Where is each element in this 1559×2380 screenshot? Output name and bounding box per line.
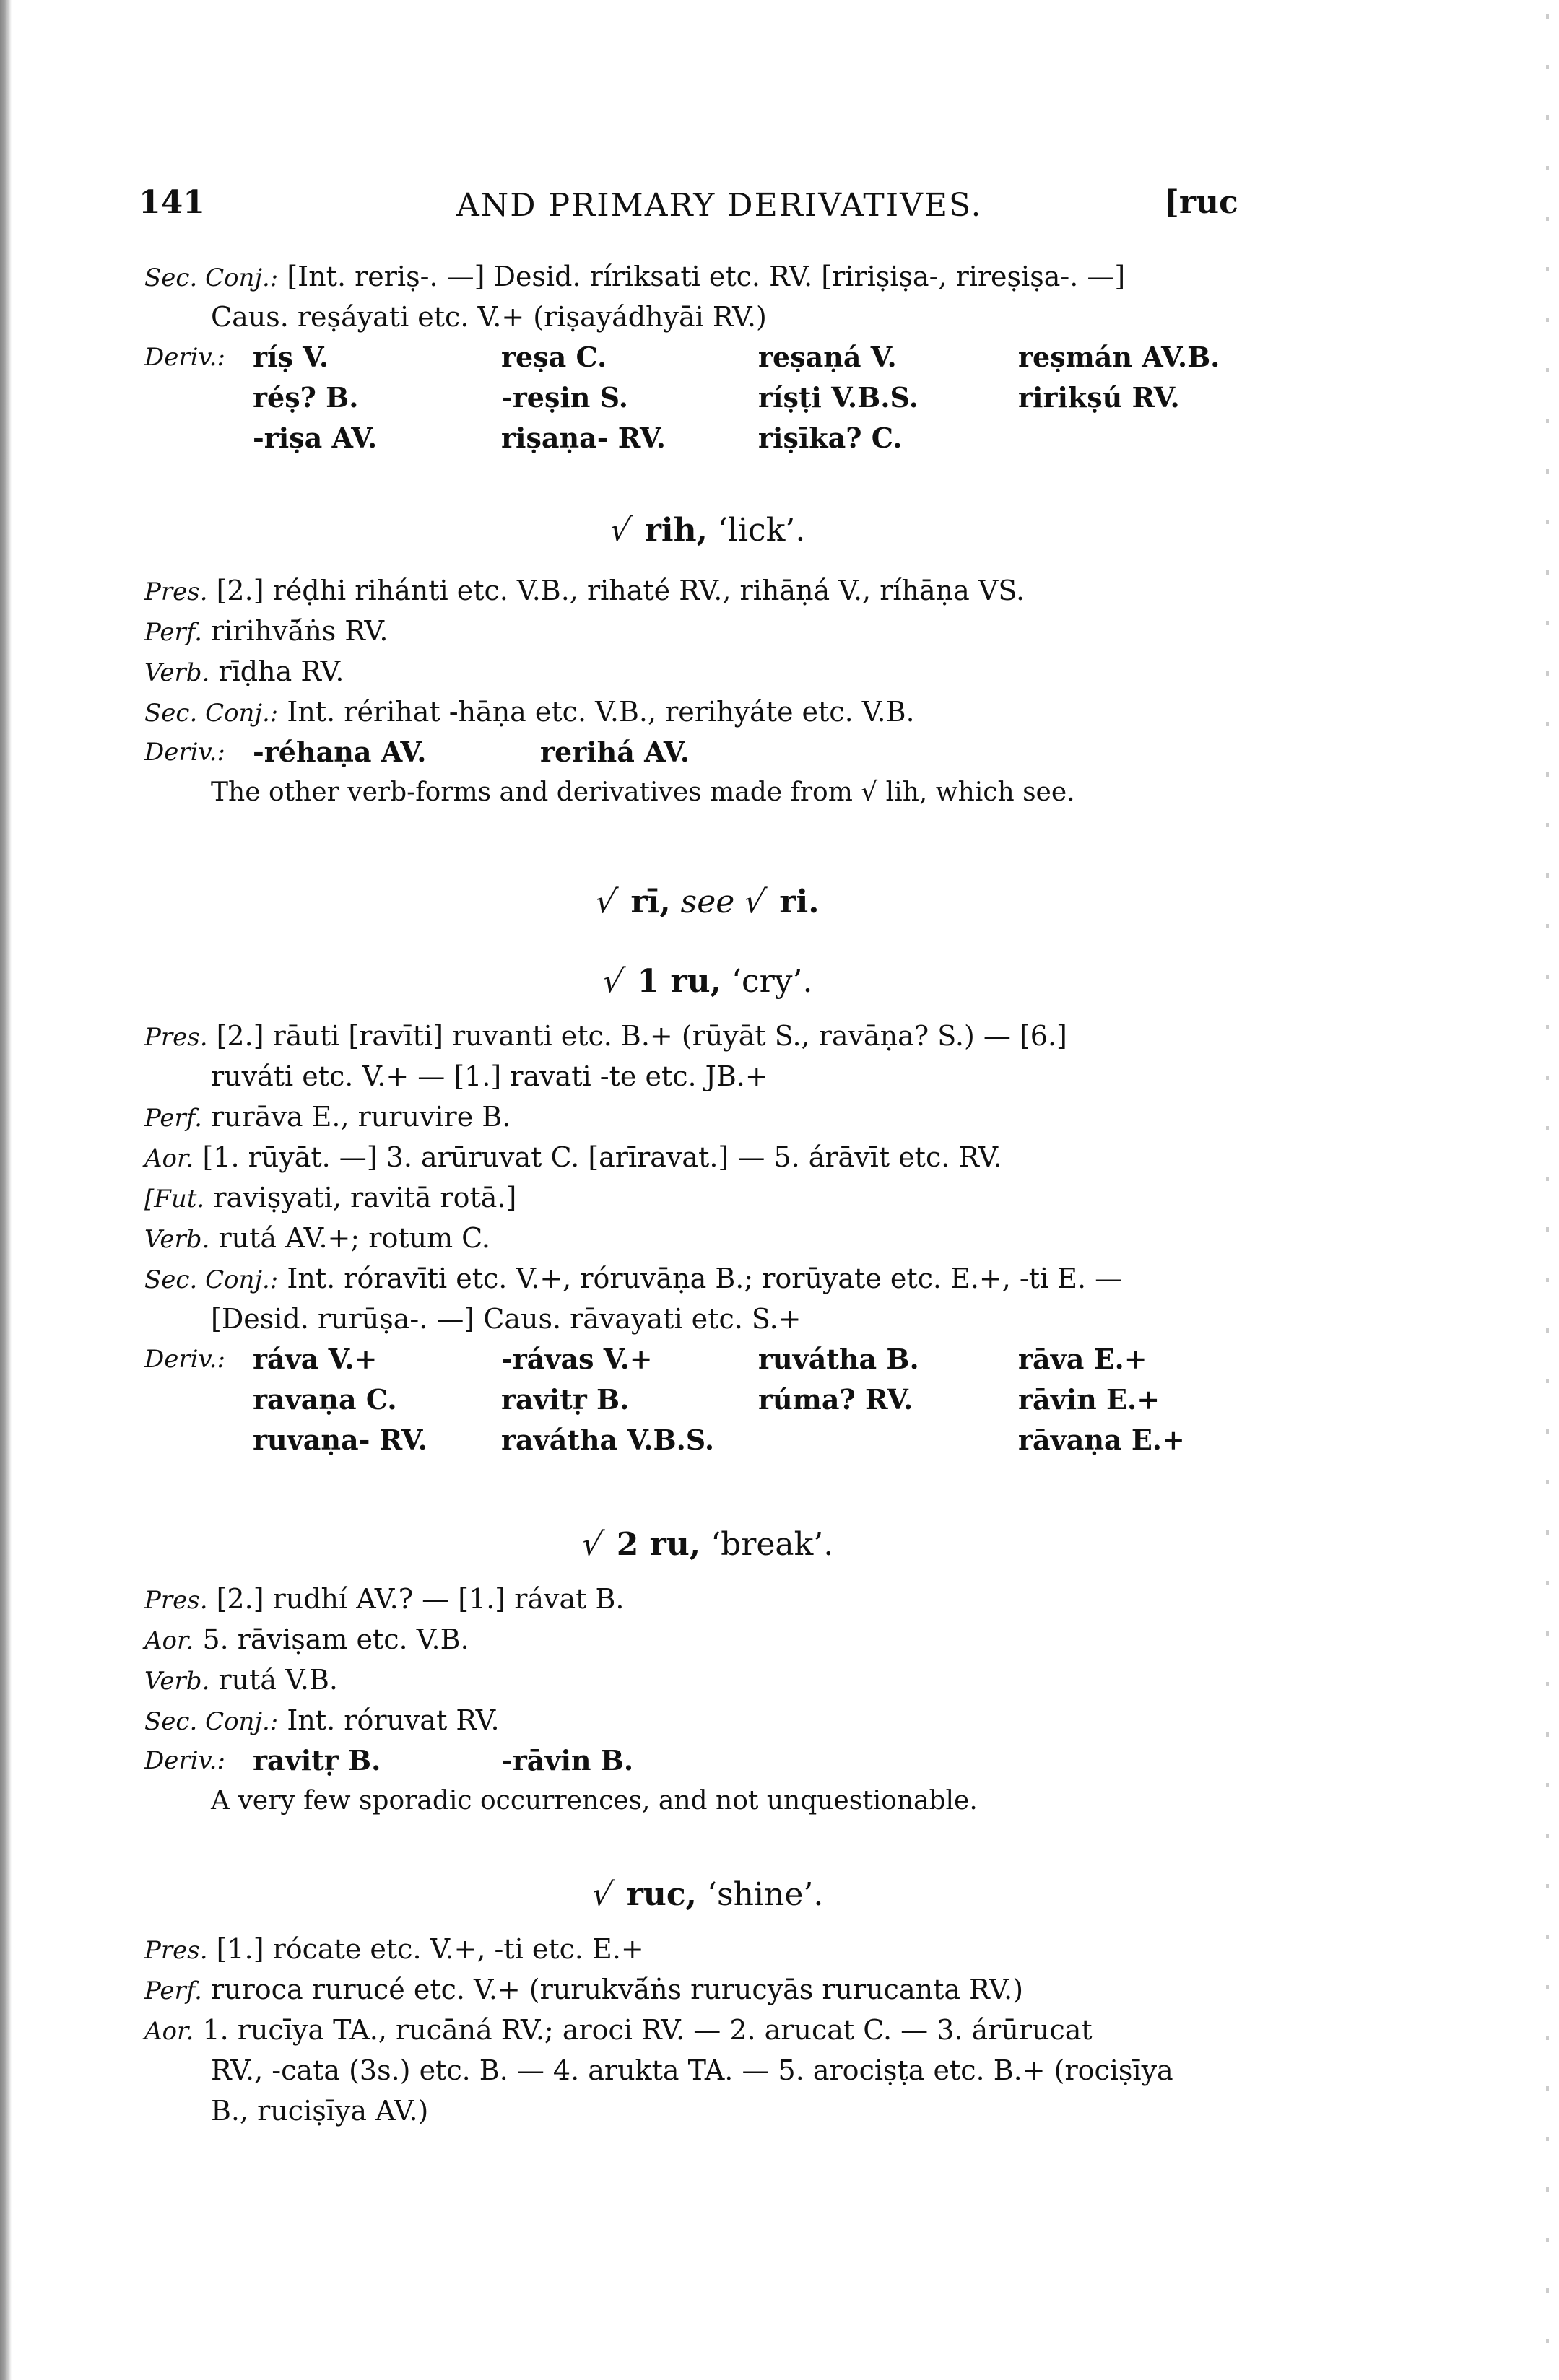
entry-label: Perf. xyxy=(144,1104,202,1133)
deriv-row xyxy=(144,1379,1271,1420)
entry-line xyxy=(144,1258,1271,1299)
entry-text: [2.] réḍhi rihánti etc. V.B., rihaté RV., rihāṇá V., ríhāṇa VS. xyxy=(216,575,1025,606)
deriv-item: rúma? RV. xyxy=(758,1383,913,1416)
root-heading xyxy=(144,505,1271,556)
deriv-item: reṣa C. xyxy=(501,341,607,373)
entry-line xyxy=(144,1016,1271,1056)
root-heading xyxy=(144,877,1271,928)
entry-label: Aor. xyxy=(144,1144,194,1173)
entry-text: 1. rucīya TA., rucāná RV.; aroci RV. — 2. arucat C. — 3. árūrucat xyxy=(202,2014,1093,2046)
entry-label: Sec. Conj.: xyxy=(144,699,279,728)
entry-line xyxy=(144,651,1271,692)
deriv-row xyxy=(144,418,1271,458)
deriv-item: rāvaṇa E.+ xyxy=(1018,1424,1185,1456)
entry-line xyxy=(144,2091,1271,2131)
entry-text: rurāva E., ruruvire B. xyxy=(211,1101,511,1133)
deriv-item: -réhaṇa AV. xyxy=(253,736,427,768)
deriv-label: Deriv.: xyxy=(144,1345,225,1374)
entry-label: Sec. Conj.: xyxy=(144,1707,279,1736)
root-gloss: ‘cry’. xyxy=(731,963,813,1000)
root-heading xyxy=(144,1520,1271,1570)
section-note xyxy=(144,1781,1271,1821)
see-word: see xyxy=(680,884,735,920)
root-heading xyxy=(144,956,1271,1007)
deriv-item: -reṣin S. xyxy=(501,381,628,414)
entry-label: Sec. Conj.: xyxy=(144,1265,279,1294)
entry-text: Int. rérihat -hāṇa etc. V.B., rerihyáte etc. V.B. xyxy=(287,696,915,728)
deriv-item: ririkṣú RV. xyxy=(1018,381,1180,414)
entry-text: [Desid. rurūṣa-. —] Caus. rāvayati etc. S.+ xyxy=(211,1303,802,1335)
deriv-item: ruvaṇa- RV. xyxy=(253,1424,427,1456)
deriv-row xyxy=(144,1420,1271,1460)
entry-text: Caus. reṣáyati etc. V.+ (riṣayádhyāi RV.) xyxy=(211,301,767,333)
entry-line xyxy=(144,570,1271,611)
entry-text: ririhvā́ṅs RV. xyxy=(211,615,388,647)
deriv-item: ravitṛ B. xyxy=(253,1744,381,1777)
entry-line xyxy=(144,692,1271,732)
entry-label: Verb. xyxy=(144,658,210,687)
entry-label: [Fut. xyxy=(144,1185,205,1213)
radical-sign: √ xyxy=(589,1876,616,1913)
deriv-row xyxy=(144,1339,1271,1379)
deriv-row xyxy=(144,337,1271,378)
entry-line xyxy=(144,1097,1271,1137)
entry-text: B., ruciṣīya AV.) xyxy=(211,2095,429,2127)
entry-line xyxy=(144,611,1271,651)
deriv-item: ravitṛ B. xyxy=(501,1383,630,1416)
root-word: 1 ru, xyxy=(637,963,721,1000)
entry-text: ruroca rurucé etc. V.+ (rurukvā́ṅs rurucyās rurucanta RV.) xyxy=(211,1974,1024,2005)
entry-text: Int. róravīti etc. V.+, róruvāṇa B.; rorūyate etc. E.+, -ti E. — xyxy=(287,1263,1123,1294)
entry-label: Perf. xyxy=(144,1976,202,2005)
root-gloss: ‘lick’. xyxy=(717,512,806,549)
radical-sign: √ xyxy=(741,884,768,920)
note-text: A very few sporadic occurrences, and not unquestionable. xyxy=(211,1786,978,1815)
entry-text: ruváti etc. V.+ — [1.] ravati -te etc. JB.+ xyxy=(211,1060,768,1092)
deriv-item: ríṣṭi V.B.S. xyxy=(758,381,919,414)
entry-text: [1.] rócate etc. V.+, -ti etc. E.+ xyxy=(216,1933,644,1965)
deriv-item: reṣmán AV.B. xyxy=(1018,341,1220,373)
deriv-item: ríṣ V. xyxy=(253,341,329,373)
entry-text: raviṣyati, ravitā rotā.] xyxy=(213,1182,517,1213)
deriv-item: -rávas V.+ xyxy=(501,1343,653,1375)
root-word: rih, xyxy=(644,512,708,549)
entry-line xyxy=(144,1579,1271,1619)
root-word: ruc, xyxy=(626,1876,697,1913)
deriv-row xyxy=(144,378,1271,418)
entry-label: Aor. xyxy=(144,1626,194,1655)
deriv-item: ravaṇa C. xyxy=(253,1383,397,1416)
root-gloss: ‘shine’. xyxy=(707,1876,824,1913)
radical-sign: √ xyxy=(607,512,634,549)
page-header xyxy=(139,184,1265,242)
entry-line xyxy=(144,1299,1271,1339)
deriv-item: ruvátha B. xyxy=(758,1343,919,1375)
page-key-word: [ruc xyxy=(1164,184,1238,221)
entry-line xyxy=(144,1137,1271,1177)
deriv-item: riṣīka? C. xyxy=(758,422,903,454)
entry-line xyxy=(144,1177,1271,1218)
running-title: AND PRIMARY DERIVATIVES. xyxy=(456,187,983,224)
deriv-item: riṣaṇa- RV. xyxy=(501,422,666,454)
root-word: 2 ru, xyxy=(616,1526,701,1563)
entry-line xyxy=(144,1660,1271,1700)
entry-line xyxy=(144,256,1271,297)
entry-line xyxy=(144,297,1271,337)
deriv-item: ravátha V.B.S. xyxy=(501,1424,715,1456)
root-gloss: ‘break’. xyxy=(711,1526,834,1563)
entry-label: Verb. xyxy=(144,1225,210,1254)
root-word: rī, xyxy=(630,884,671,920)
deriv-item: rāva E.+ xyxy=(1018,1343,1147,1375)
entry-label: Sec. Conj.: xyxy=(144,263,279,292)
entry-line xyxy=(144,1218,1271,1258)
entry-text: rīḍha RV. xyxy=(218,655,344,687)
section-ris-continuation xyxy=(144,256,1271,458)
deriv-item: rāvin E.+ xyxy=(1018,1383,1160,1416)
root-heading xyxy=(144,1870,1271,1920)
deriv-row xyxy=(144,1740,1271,1781)
deriv-item: réṣ? B. xyxy=(253,381,359,414)
entry-label: Perf. xyxy=(144,618,202,647)
deriv-label: Deriv.: xyxy=(144,738,225,767)
section-note xyxy=(144,772,1271,813)
deriv-item: reṣaṇá V. xyxy=(758,341,897,373)
entry-line xyxy=(144,1929,1271,1969)
entry-line xyxy=(144,1969,1271,2010)
entry-text: [2.] rudhí AV.? — [1.] rávat B. xyxy=(216,1583,625,1615)
entry-text: [2.] rāuti [ravīti] ruvanti etc. B.+ (rūyāt S., ravāṇa? S.) — [6.] xyxy=(216,1020,1067,1052)
scan-right-edge xyxy=(1546,14,1549,2353)
entry-label: Pres. xyxy=(144,1586,208,1615)
deriv-label: Deriv.: xyxy=(144,343,225,372)
entry-text: Int. róruvat RV. xyxy=(287,1704,500,1736)
entry-text: 5. rāviṣam etc. V.B. xyxy=(202,1623,469,1655)
deriv-row xyxy=(144,732,1271,772)
entry-label: Pres. xyxy=(144,1023,208,1052)
cross-reference-root: ri. xyxy=(779,884,820,920)
entry-line xyxy=(144,2050,1271,2091)
entry-text: RV., -cata (3s.) etc. B. — 4. arukta TA. — 5. arociṣṭa etc. B.+ (rociṣīya xyxy=(211,2054,1173,2086)
scan-left-edge xyxy=(0,0,12,2380)
entry-line xyxy=(144,1700,1271,1740)
entry-label: Aor. xyxy=(144,2017,194,2046)
entry-line xyxy=(144,2010,1271,2050)
radical-sign: √ xyxy=(599,963,627,1000)
deriv-item: ráva V.+ xyxy=(253,1343,378,1375)
note-text: The other verb-forms and derivatives made from √ lih, which see. xyxy=(211,777,1075,807)
entry-label: Verb. xyxy=(144,1667,210,1696)
radical-sign: √ xyxy=(578,1526,606,1563)
entry-label: Pres. xyxy=(144,1936,208,1965)
entry-text: rutá V.B. xyxy=(218,1664,339,1696)
deriv-item: -rāvin B. xyxy=(501,1744,634,1777)
entry-text: rutá AV.+; rotum C. xyxy=(218,1222,490,1254)
entry-line xyxy=(144,1056,1271,1097)
entry-text: [Int. reriṣ-. —] Desid. ríriksati etc. RV. [ririṣiṣa-, rireṣiṣa-. —] xyxy=(287,261,1126,292)
entry-line xyxy=(144,1619,1271,1660)
radical-sign: √ xyxy=(592,884,620,920)
deriv-item: -riṣa AV. xyxy=(253,422,378,454)
page-number: 141 xyxy=(139,184,205,221)
deriv-item: rerihá AV. xyxy=(540,736,690,768)
deriv-label: Deriv.: xyxy=(144,1746,225,1775)
entry-label: Pres. xyxy=(144,577,208,606)
entry-text: [1. rūyāt. —] 3. arūruvat C. [arīravat.] — 5. árāvīt etc. RV. xyxy=(202,1141,1002,1173)
